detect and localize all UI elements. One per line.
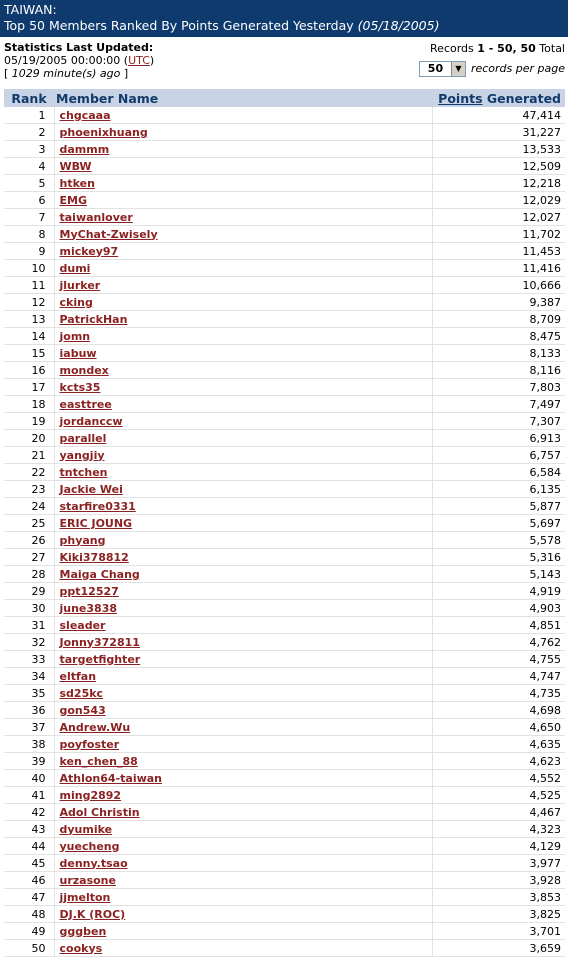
points-cell: 4,851 xyxy=(433,617,566,634)
member-cell xyxy=(54,872,433,889)
member-link[interactable]: ming2892 xyxy=(59,788,122,802)
points-cell: 6,757 xyxy=(433,447,566,464)
member-cell xyxy=(54,787,433,804)
points-cell: 4,525 xyxy=(433,787,566,804)
stats-datetime-line: 05/19/2005 00:00:00 (UTC) xyxy=(4,54,155,67)
member-link[interactable]: dyumike xyxy=(59,822,113,836)
stats-bar xyxy=(0,37,568,89)
page-header xyxy=(0,0,568,37)
member-cell xyxy=(54,464,433,481)
member-link[interactable]: Andrew.Wu xyxy=(59,720,131,734)
table-row xyxy=(4,158,565,175)
member-link[interactable]: gon543 xyxy=(59,703,106,717)
rank-cell: 21 xyxy=(4,447,54,464)
member-link[interactable]: EMG xyxy=(59,193,87,207)
member-cell xyxy=(54,294,433,311)
rank-cell: 15 xyxy=(4,345,54,362)
points-cell: 47,414 xyxy=(433,107,566,124)
points-cell: 12,218 xyxy=(433,175,566,192)
utc-link[interactable]: UTC xyxy=(128,54,150,67)
rank-cell: 41 xyxy=(4,787,54,804)
points-cell: 3,928 xyxy=(433,872,566,889)
points-cell: 4,698 xyxy=(433,702,566,719)
rank-cell: 32 xyxy=(4,634,54,651)
table-row xyxy=(4,532,565,549)
table-row xyxy=(4,702,565,719)
member-link[interactable]: Jonny372811 xyxy=(59,635,140,649)
member-link[interactable]: jlurker xyxy=(59,278,101,292)
member-link[interactable]: yuecheng xyxy=(59,839,120,853)
table-row xyxy=(4,940,565,957)
records-total-label: Total xyxy=(539,42,565,55)
chevron-down-icon[interactable]: ▼ xyxy=(451,62,465,76)
rank-cell: 50 xyxy=(4,940,54,957)
member-cell xyxy=(54,923,433,940)
member-link[interactable]: eltfan xyxy=(59,669,97,683)
col-rank-header: Rank xyxy=(4,89,54,107)
member-cell xyxy=(54,617,433,634)
points-cell: 9,387 xyxy=(433,294,566,311)
table-row xyxy=(4,906,565,923)
points-cell: 3,701 xyxy=(433,923,566,940)
header-date: (05/18/2005) xyxy=(357,18,440,33)
points-cell: 4,552 xyxy=(433,770,566,787)
table-row xyxy=(4,770,565,787)
member-cell xyxy=(54,396,433,413)
member-cell xyxy=(54,906,433,923)
member-link[interactable]: DJ.K (ROC) xyxy=(59,907,126,921)
rank-cell: 28 xyxy=(4,566,54,583)
table-header-row xyxy=(4,89,565,107)
member-link[interactable]: phoenixhuang xyxy=(59,125,148,139)
table-row xyxy=(4,515,565,532)
member-link[interactable]: yangjiy xyxy=(59,448,105,462)
points-cell: 4,467 xyxy=(433,804,566,821)
points-cell: 3,825 xyxy=(433,906,566,923)
member-link[interactable]: poyfoster xyxy=(59,737,120,751)
rank-cell: 24 xyxy=(4,498,54,515)
rank-cell: 27 xyxy=(4,549,54,566)
records-range: 1 - 50, 50 xyxy=(477,42,536,55)
rank-cell: 49 xyxy=(4,923,54,940)
points-cell: 6,135 xyxy=(433,481,566,498)
col-member-header: Member Name xyxy=(54,89,433,107)
rank-cell: 25 xyxy=(4,515,54,532)
table-row xyxy=(4,396,565,413)
table-row xyxy=(4,345,565,362)
member-link[interactable]: Adol Christin xyxy=(59,805,140,819)
per-page-select[interactable] xyxy=(419,61,466,77)
table-row xyxy=(4,566,565,583)
member-link[interactable]: mickey97 xyxy=(59,244,119,258)
member-link[interactable]: ERIC JOUNG xyxy=(59,516,133,530)
points-cell: 3,659 xyxy=(433,940,566,957)
member-link[interactable]: MyChat-Zwisely xyxy=(59,227,158,241)
rank-cell: 46 xyxy=(4,872,54,889)
member-cell xyxy=(54,107,433,124)
rank-cell: 44 xyxy=(4,838,54,855)
member-cell xyxy=(54,889,433,906)
points-cell: 4,919 xyxy=(433,583,566,600)
rank-cell: 14 xyxy=(4,328,54,345)
points-cell: 11,416 xyxy=(433,260,566,277)
member-cell xyxy=(54,940,433,957)
member-cell xyxy=(54,328,433,345)
stats-ago-line: [ 1029 minute(s) ago ] xyxy=(4,67,129,80)
table-row xyxy=(4,753,565,770)
member-cell xyxy=(54,243,433,260)
member-cell xyxy=(54,532,433,549)
records-label: Records xyxy=(430,42,474,55)
points-cell: 3,853 xyxy=(433,889,566,906)
rank-cell: 47 xyxy=(4,889,54,906)
points-cell: 11,702 xyxy=(433,226,566,243)
table-row xyxy=(4,260,565,277)
records-info xyxy=(419,42,565,77)
rank-cell: 38 xyxy=(4,736,54,753)
rank-cell: 3 xyxy=(4,141,54,158)
member-link[interactable]: parallel xyxy=(59,431,107,445)
rank-cell: 43 xyxy=(4,821,54,838)
header-region: TAIWAN: xyxy=(4,2,57,17)
member-cell xyxy=(54,141,433,158)
rank-cell: 30 xyxy=(4,600,54,617)
points-cell: 12,509 xyxy=(433,158,566,175)
member-link[interactable]: Maiga Chang xyxy=(59,567,140,581)
rank-cell: 34 xyxy=(4,668,54,685)
member-link[interactable]: dumi xyxy=(59,261,91,275)
member-link[interactable]: starfire0331 xyxy=(59,499,136,513)
table-row xyxy=(4,226,565,243)
points-cell: 5,697 xyxy=(433,515,566,532)
member-link[interactable]: targetfighter xyxy=(59,652,141,666)
rank-cell: 36 xyxy=(4,702,54,719)
rank-cell: 35 xyxy=(4,685,54,702)
member-cell xyxy=(54,719,433,736)
member-link[interactable]: taiwanlover xyxy=(59,210,133,224)
rank-cell: 37 xyxy=(4,719,54,736)
member-link[interactable]: june3838 xyxy=(59,601,118,615)
member-link[interactable]: urzasone xyxy=(59,873,116,887)
table-row xyxy=(4,481,565,498)
points-cell: 4,903 xyxy=(433,600,566,617)
per-page-control xyxy=(419,61,565,77)
table-row xyxy=(4,447,565,464)
member-cell xyxy=(54,702,433,719)
points-cell: 10,666 xyxy=(433,277,566,294)
table-row xyxy=(4,124,565,141)
rank-cell: 17 xyxy=(4,379,54,396)
member-link[interactable]: WBW xyxy=(59,159,92,173)
points-cell: 8,709 xyxy=(433,311,566,328)
member-cell xyxy=(54,447,433,464)
table-row xyxy=(4,855,565,872)
rank-cell: 22 xyxy=(4,464,54,481)
points-cell: 7,497 xyxy=(433,396,566,413)
table-row xyxy=(4,362,565,379)
member-link[interactable]: phyang xyxy=(59,533,106,547)
table-row xyxy=(4,889,565,906)
member-cell xyxy=(54,753,433,770)
rank-cell: 2 xyxy=(4,124,54,141)
col-points-header xyxy=(433,89,566,107)
rank-cell: 18 xyxy=(4,396,54,413)
table-row xyxy=(4,804,565,821)
points-cell: 11,453 xyxy=(433,243,566,260)
table-row xyxy=(4,668,565,685)
points-cell: 4,735 xyxy=(433,685,566,702)
rank-cell: 16 xyxy=(4,362,54,379)
per-page-label: records per page xyxy=(470,62,565,75)
header-title xyxy=(4,18,564,34)
points-cell: 6,913 xyxy=(433,430,566,447)
points-cell: 4,129 xyxy=(433,838,566,855)
points-cell: 12,029 xyxy=(433,192,566,209)
per-page-value: 50 xyxy=(427,62,444,75)
table-row xyxy=(4,838,565,855)
member-cell xyxy=(54,549,433,566)
member-link[interactable]: cookys xyxy=(59,941,103,955)
rank-cell: 12 xyxy=(4,294,54,311)
stats-title: Statistics Last Updated: xyxy=(4,41,154,54)
rank-cell: 33 xyxy=(4,651,54,668)
table-row xyxy=(4,311,565,328)
member-cell xyxy=(54,226,433,243)
rank-cell: 6 xyxy=(4,192,54,209)
header-title-text: Top 50 Members Ranked By Points Generated Yesterday xyxy=(4,18,354,33)
table-row xyxy=(4,209,565,226)
member-cell xyxy=(54,583,433,600)
member-cell xyxy=(54,277,433,294)
points-cell: 4,323 xyxy=(433,821,566,838)
member-link[interactable]: jordanccw xyxy=(59,414,123,428)
table-body xyxy=(4,107,565,957)
member-link[interactable]: kcts35 xyxy=(59,380,101,394)
table-row xyxy=(4,141,565,158)
member-link[interactable]: denny.tsao xyxy=(59,856,128,870)
member-link[interactable]: ppt12527 xyxy=(59,584,119,598)
member-cell xyxy=(54,736,433,753)
member-cell xyxy=(54,498,433,515)
table-row xyxy=(4,651,565,668)
member-link[interactable]: cking xyxy=(59,295,93,309)
points-cell: 31,227 xyxy=(433,124,566,141)
member-cell xyxy=(54,175,433,192)
member-cell xyxy=(54,838,433,855)
rank-cell: 40 xyxy=(4,770,54,787)
table-row xyxy=(4,549,565,566)
points-cell: 13,533 xyxy=(433,141,566,158)
member-link[interactable]: jjmelton xyxy=(59,890,111,904)
member-cell xyxy=(54,600,433,617)
member-link[interactable]: ken_chen_88 xyxy=(59,754,138,768)
member-cell xyxy=(54,668,433,685)
member-cell xyxy=(54,379,433,396)
rank-cell: 7 xyxy=(4,209,54,226)
table-row xyxy=(4,736,565,753)
member-cell xyxy=(54,804,433,821)
table-row xyxy=(4,464,565,481)
member-link[interactable]: tntchen xyxy=(59,465,108,479)
member-link[interactable]: Athlon64-taiwan xyxy=(59,771,163,785)
rank-cell: 48 xyxy=(4,906,54,923)
table-row xyxy=(4,413,565,430)
points-cell: 7,803 xyxy=(433,379,566,396)
member-cell xyxy=(54,345,433,362)
records-line xyxy=(419,42,565,56)
member-cell xyxy=(54,430,433,447)
rank-cell: 19 xyxy=(4,413,54,430)
member-cell xyxy=(54,311,433,328)
points-cell: 4,747 xyxy=(433,668,566,685)
rank-cell: 10 xyxy=(4,260,54,277)
points-cell: 5,143 xyxy=(433,566,566,583)
table-row xyxy=(4,277,565,294)
table-row xyxy=(4,634,565,651)
member-link[interactable]: Jackie Wei xyxy=(59,482,123,496)
table-row xyxy=(4,192,565,209)
points-cell: 6,584 xyxy=(433,464,566,481)
points-cell: 8,133 xyxy=(433,345,566,362)
rank-cell: 8 xyxy=(4,226,54,243)
rank-cell: 26 xyxy=(4,532,54,549)
points-cell: 4,623 xyxy=(433,753,566,770)
points-cell: 5,578 xyxy=(433,532,566,549)
points-cell: 8,475 xyxy=(433,328,566,345)
rank-cell: 5 xyxy=(4,175,54,192)
member-link[interactable]: jomn xyxy=(59,329,91,343)
points-cell: 5,316 xyxy=(433,549,566,566)
table-row xyxy=(4,379,565,396)
member-link[interactable]: htken xyxy=(59,176,95,190)
rankings-table xyxy=(4,89,565,957)
member-link[interactable]: Kiki378812 xyxy=(59,550,129,564)
member-cell xyxy=(54,651,433,668)
member-cell xyxy=(54,770,433,787)
member-cell xyxy=(54,209,433,226)
table-row xyxy=(4,600,565,617)
rank-cell: 39 xyxy=(4,753,54,770)
rank-cell: 1 xyxy=(4,107,54,124)
points-cell: 7,307 xyxy=(433,413,566,430)
member-link[interactable]: chgcaaa xyxy=(59,108,111,122)
member-cell xyxy=(54,515,433,532)
table-row xyxy=(4,685,565,702)
col-points-suffix: Generated xyxy=(486,90,561,106)
rank-cell: 29 xyxy=(4,583,54,600)
table-row xyxy=(4,583,565,600)
rank-cell: 23 xyxy=(4,481,54,498)
table-row xyxy=(4,787,565,804)
member-cell xyxy=(54,855,433,872)
rank-cell: 4 xyxy=(4,158,54,175)
member-cell xyxy=(54,192,433,209)
member-link[interactable]: PatrickHan xyxy=(59,312,128,326)
points-cell: 4,762 xyxy=(433,634,566,651)
table-row xyxy=(4,107,565,124)
table-row xyxy=(4,243,565,260)
table-row xyxy=(4,328,565,345)
member-cell xyxy=(54,158,433,175)
points-cell: 5,877 xyxy=(433,498,566,515)
sort-points-link[interactable]: Points xyxy=(438,90,483,106)
rank-cell: 9 xyxy=(4,243,54,260)
member-link[interactable]: iabuw xyxy=(59,346,97,360)
rank-cell: 20 xyxy=(4,430,54,447)
stats-updated xyxy=(4,41,154,80)
member-cell xyxy=(54,362,433,379)
table-row xyxy=(4,872,565,889)
member-link[interactable]: dammm xyxy=(59,142,110,156)
points-cell: 8,116 xyxy=(433,362,566,379)
member-link[interactable]: sleader xyxy=(59,618,106,632)
table-row xyxy=(4,923,565,940)
rank-cell: 42 xyxy=(4,804,54,821)
stats-ago: 1029 minute(s) ago xyxy=(11,67,121,80)
member-cell xyxy=(54,413,433,430)
rank-cell: 31 xyxy=(4,617,54,634)
member-cell xyxy=(54,821,433,838)
member-cell xyxy=(54,481,433,498)
table-row xyxy=(4,430,565,447)
member-link[interactable]: sd25kc xyxy=(59,686,104,700)
table-row xyxy=(4,294,565,311)
points-cell: 4,635 xyxy=(433,736,566,753)
stats-datetime: 05/19/2005 00:00:00 xyxy=(4,54,121,67)
table-row xyxy=(4,175,565,192)
member-link[interactable]: gggben xyxy=(59,924,107,938)
table-row xyxy=(4,498,565,515)
table-row xyxy=(4,821,565,838)
member-cell xyxy=(54,124,433,141)
rank-cell: 45 xyxy=(4,855,54,872)
table-row xyxy=(4,617,565,634)
points-cell: 3,977 xyxy=(433,855,566,872)
member-link[interactable]: easttree xyxy=(59,397,112,411)
table-row xyxy=(4,719,565,736)
member-link[interactable]: mondex xyxy=(59,363,109,377)
points-cell: 4,650 xyxy=(433,719,566,736)
points-cell: 12,027 xyxy=(433,209,566,226)
rank-cell: 13 xyxy=(4,311,54,328)
member-cell xyxy=(54,685,433,702)
member-cell xyxy=(54,634,433,651)
points-cell: 4,755 xyxy=(433,651,566,668)
member-cell xyxy=(54,566,433,583)
rank-cell: 11 xyxy=(4,277,54,294)
member-cell xyxy=(54,260,433,277)
